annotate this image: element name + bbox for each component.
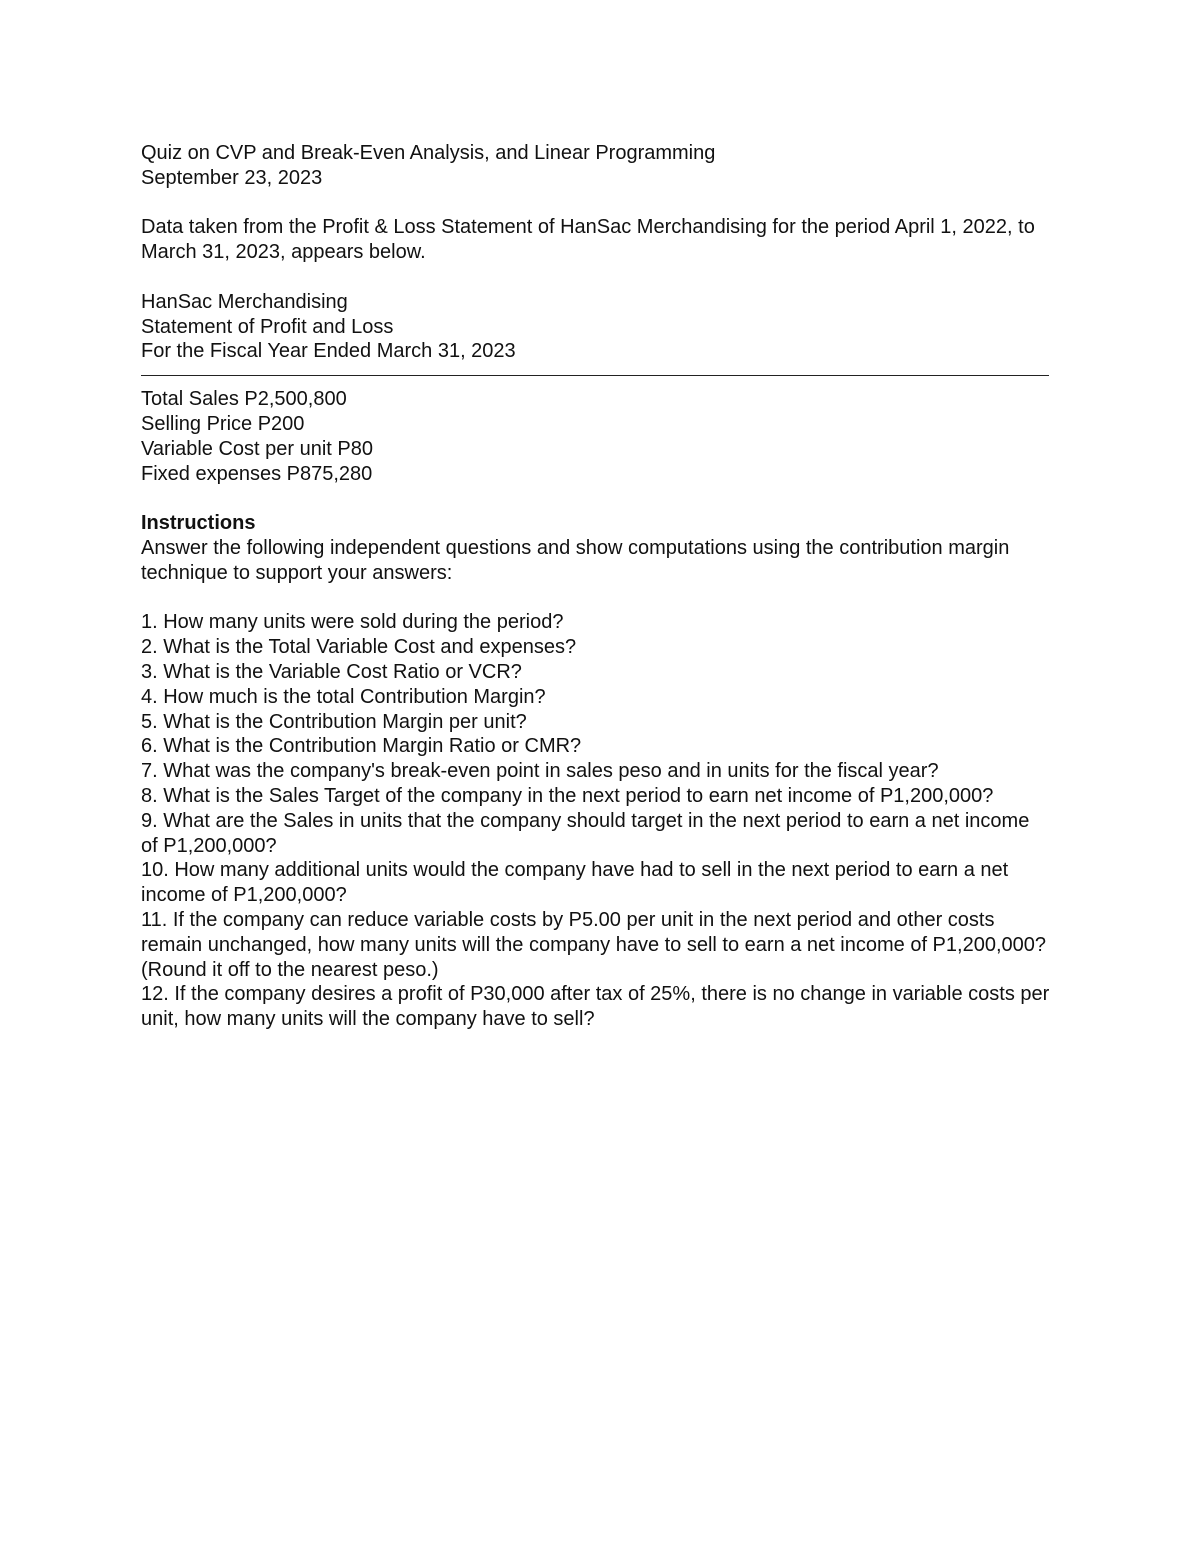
- question-item: 1. How many units were sold during the period?: [141, 611, 564, 634]
- question-item: 5. What is the Contribution Margin per unit?: [141, 710, 527, 733]
- question-item: 9. What are the Sales in units that the company should target in the next period to earn a net income of P1,200,000?: [141, 809, 1030, 857]
- question-item: 11. If the company can reduce variable costs by P5.00 per unit in the next period and other costs remain unchanged, how many units will the company have to sell to earn a net income of P1,200,000? (Round it off to the nearest peso.): [141, 908, 1046, 981]
- spacer: [141, 486, 1051, 511]
- instructions-heading: Instructions: [141, 512, 256, 535]
- horizontal-divider: [141, 375, 1049, 376]
- quiz-title: Quiz on CVP and Break-Even Analysis, and Linear Programming: [141, 142, 716, 164]
- statement-item-selling-price: Selling Price P200: [141, 412, 305, 435]
- quiz-date: September 23, 2023: [141, 166, 323, 189]
- statement-item-total-sales: Total Sales P2,500,800: [141, 388, 347, 411]
- spacer: [141, 191, 1051, 216]
- question-item: 10. How many additional units would the company have had to sell in the next period to earn a net income of P1,200,000?: [141, 859, 1009, 907]
- statement-name: Statement of Profit and Loss: [141, 315, 394, 338]
- statement-period: For the Fiscal Year Ended March 31, 2023: [141, 340, 516, 363]
- question-item: 3. What is the Variable Cost Ratio or VCR?: [141, 660, 522, 683]
- statement-item-variable-cost: Variable Cost per unit P80: [141, 437, 373, 460]
- question-item: 2. What is the Total Variable Cost and expenses?: [141, 636, 577, 659]
- company-name: HanSac Merchandising: [141, 290, 348, 313]
- statement-item-fixed-expenses: Fixed expenses P875,280: [141, 462, 373, 485]
- document-page: [141, 141, 1051, 1032]
- statement-items: [141, 387, 1051, 486]
- question-item: 6. What is the Contribution Margin Ratio or CMR?: [141, 735, 582, 758]
- question-item: 12. If the company desires a profit of P30,000 after tax of 25%, there is no change in variable costs per unit, how many units will the company have to sell?: [141, 983, 1050, 1031]
- question-item: 7. What was the company's break-even point in sales peso and in units for the fiscal year?: [141, 760, 939, 783]
- question-item: 8. What is the Sales Target of the company in the next period to earn net income of P1,200,000?: [141, 784, 994, 807]
- spacer: [141, 265, 1051, 290]
- question-item: 4. How much is the total Contribution Margin?: [141, 685, 546, 708]
- questions-list: [141, 610, 1051, 1032]
- intro-paragraph: Data taken from the Profit & Loss Statement of HanSac Merchandising for the period April 1, 2022, to March 31, 2023, appears below.: [141, 216, 1035, 264]
- instructions-text: Answer the following independent questions and show computations using the contribution margin technique to support your answers:: [141, 536, 1010, 584]
- spacer: [141, 586, 1051, 611]
